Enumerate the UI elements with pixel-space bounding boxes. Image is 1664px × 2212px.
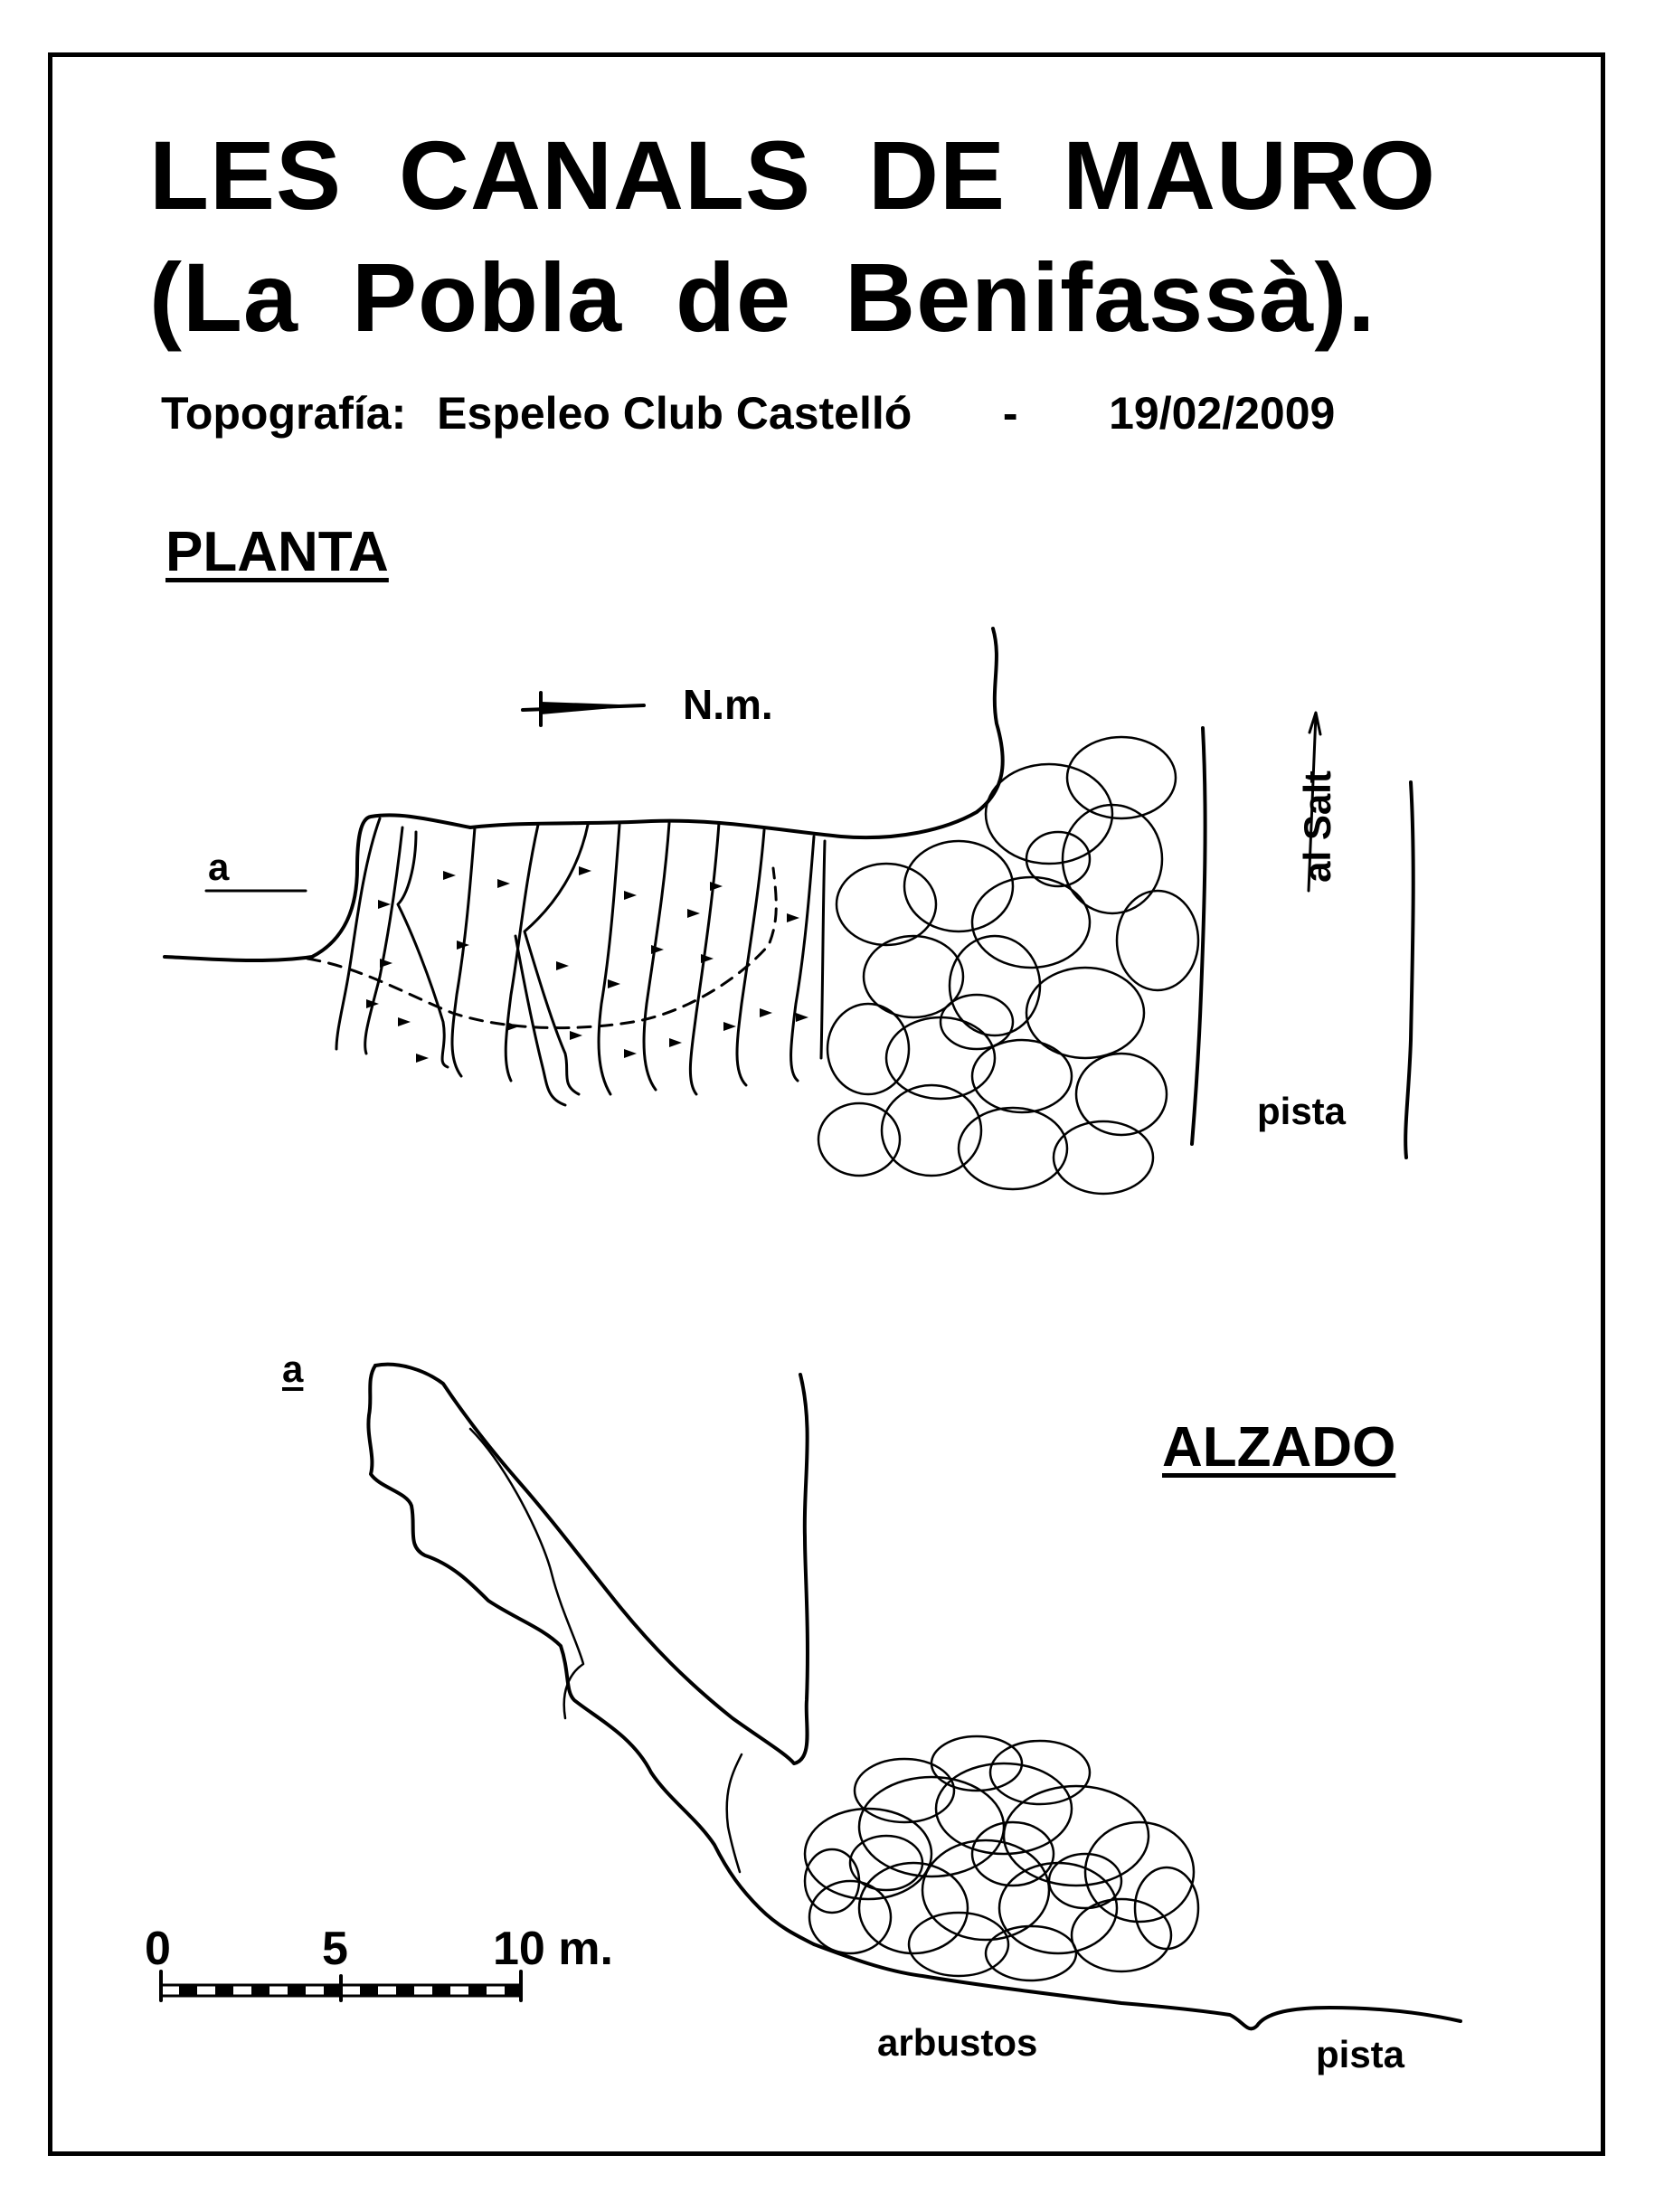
plan-section-mark: a <box>208 846 230 888</box>
cave-profile-lower <box>368 1366 814 1944</box>
cave-profile-upper <box>375 1365 808 1763</box>
credit-date: 19/02/2009 <box>1109 388 1336 439</box>
plan-heading: PLANTA <box>165 521 389 583</box>
cliff-rim <box>357 629 1003 868</box>
shrubs-label: arbustos <box>877 2021 1038 2064</box>
scale-tick-0: 0 <box>145 1923 171 1975</box>
elevation-heading: ALZADO <box>1162 1416 1396 1479</box>
scale-tick-10: 10 m. <box>493 1923 613 1975</box>
north-arrow-icon <box>523 693 644 725</box>
track-edge-right <box>1405 782 1413 1158</box>
title-line-1: LES CANALS DE MAURO <box>149 120 1437 230</box>
direction-label: al Salt <box>1295 770 1338 883</box>
credit-club: Espeleo Club Castelló <box>437 388 912 439</box>
plan-shrubs <box>818 737 1198 1194</box>
flow-arrows <box>366 866 808 1063</box>
ground-outline <box>165 868 357 960</box>
inner-wall-line-2 <box>727 1754 742 1872</box>
credit-separator: - <box>1002 388 1018 439</box>
credit-label: Topografía: <box>161 388 407 439</box>
elevation-track-label: pista <box>1316 2033 1405 2075</box>
elevation-section-mark: a <box>282 1347 304 1390</box>
flow-lines <box>336 818 825 1105</box>
elevation-shrubs <box>805 1736 1198 1980</box>
north-label: N.m. <box>683 681 773 728</box>
ground-line-elevation <box>814 1944 1461 2028</box>
scale-tick-5: 5 <box>322 1923 348 1975</box>
plan-track-label: pista <box>1257 1090 1347 1132</box>
plan-view <box>165 629 1413 1194</box>
title-line-2: (La Pobla de Benifassà). <box>149 242 1376 352</box>
